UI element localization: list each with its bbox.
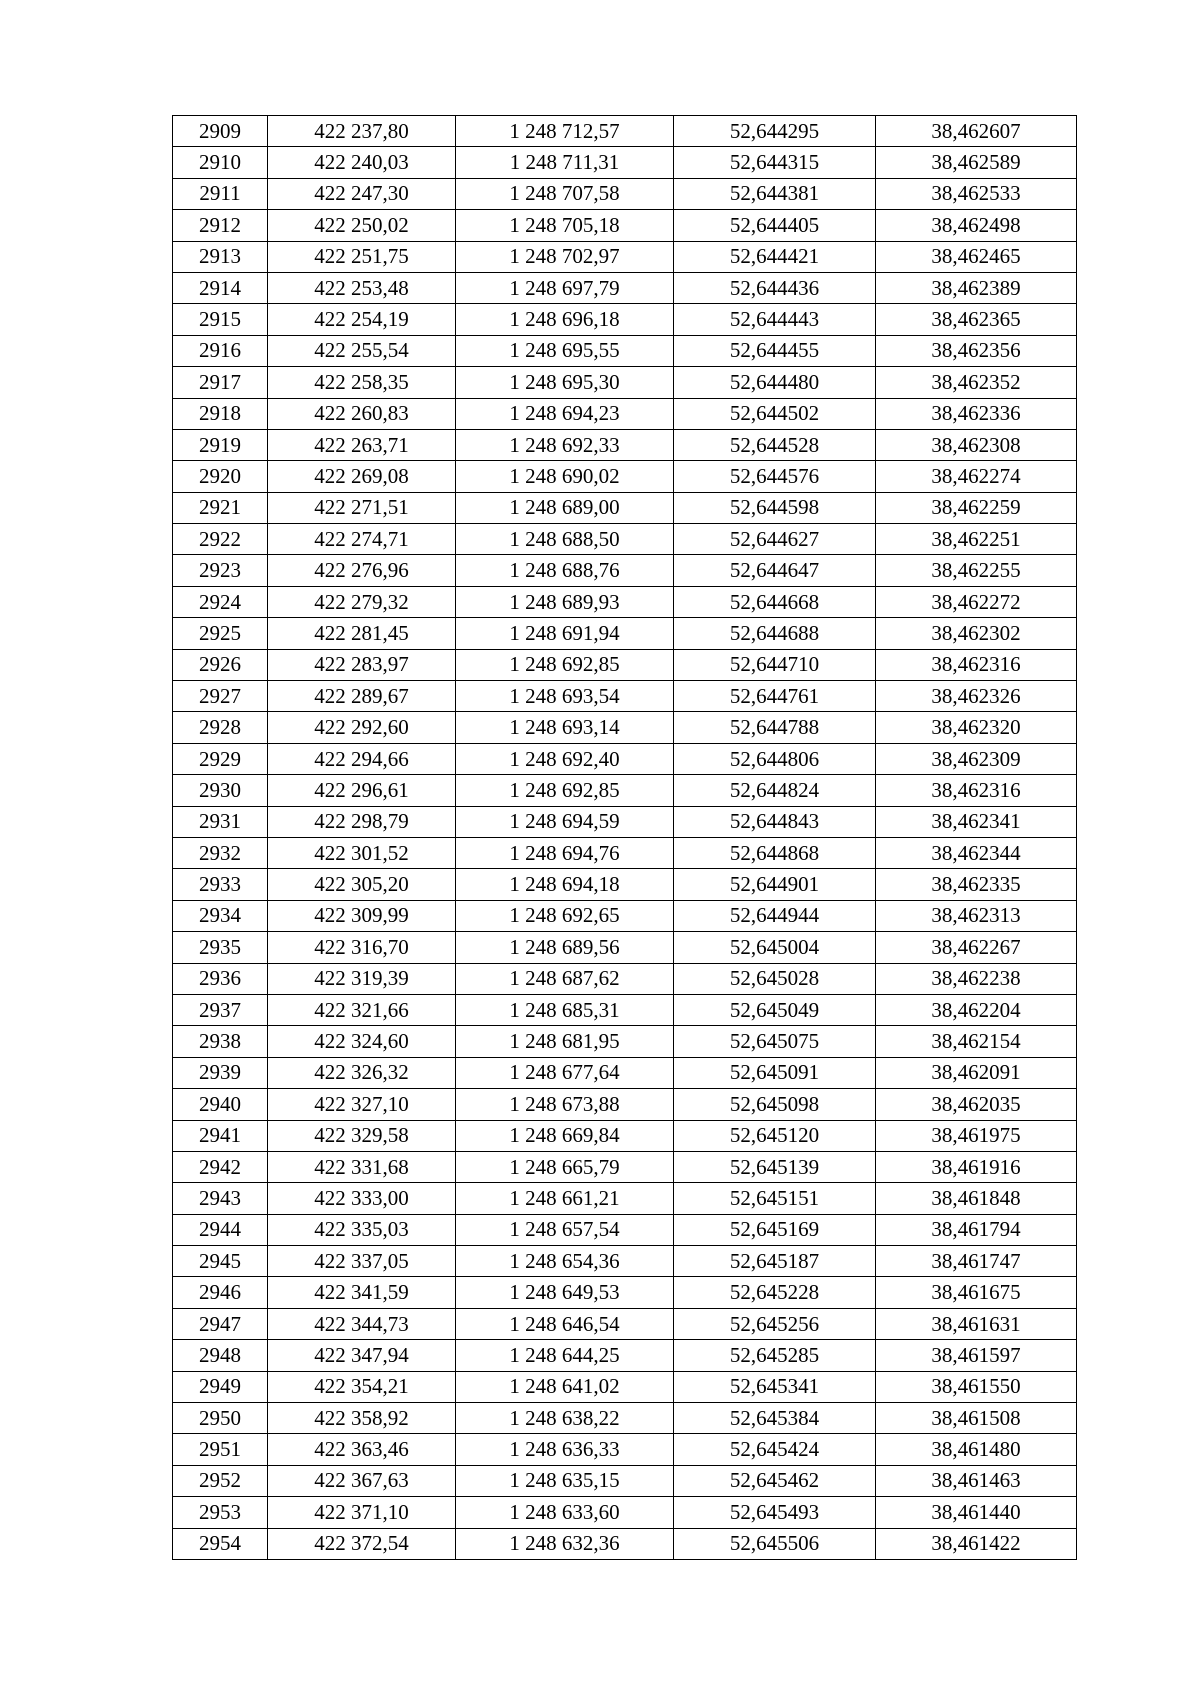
latitude-cell: 52,644710 <box>674 649 876 680</box>
table-row <box>173 367 1077 398</box>
x-coordinate-cell: 422 258,35 <box>268 367 456 398</box>
point-number-cell: 2909 <box>173 116 268 147</box>
table-row <box>173 649 1077 680</box>
x-coordinate-cell: 422 329,58 <box>268 1120 456 1151</box>
table-row <box>173 1465 1077 1496</box>
latitude-cell: 52,645091 <box>674 1057 876 1088</box>
y-coordinate-cell: 1 248 711,31 <box>456 147 674 178</box>
longitude-cell: 38,462302 <box>876 618 1077 649</box>
y-coordinate-cell: 1 248 694,76 <box>456 837 674 868</box>
x-coordinate-cell: 422 292,60 <box>268 712 456 743</box>
y-coordinate-cell: 1 248 707,58 <box>456 178 674 209</box>
x-coordinate-cell: 422 305,20 <box>268 869 456 900</box>
x-coordinate-cell: 422 250,02 <box>268 210 456 241</box>
y-coordinate-cell: 1 248 673,88 <box>456 1089 674 1120</box>
latitude-cell: 52,644295 <box>674 116 876 147</box>
latitude-cell: 52,645028 <box>674 963 876 994</box>
y-coordinate-cell: 1 248 692,85 <box>456 649 674 680</box>
longitude-cell: 38,462309 <box>876 743 1077 774</box>
table-row <box>173 304 1077 335</box>
x-coordinate-cell: 422 289,67 <box>268 681 456 712</box>
x-coordinate-cell: 422 298,79 <box>268 806 456 837</box>
y-coordinate-cell: 1 248 694,59 <box>456 806 674 837</box>
y-coordinate-cell: 1 248 657,54 <box>456 1214 674 1245</box>
point-number-cell: 2952 <box>173 1465 268 1496</box>
x-coordinate-cell: 422 301,52 <box>268 837 456 868</box>
x-coordinate-cell: 422 358,92 <box>268 1403 456 1434</box>
table-row <box>173 335 1077 366</box>
point-number-cell: 2951 <box>173 1434 268 1465</box>
table-row <box>173 429 1077 460</box>
x-coordinate-cell: 422 247,30 <box>268 178 456 209</box>
y-coordinate-cell: 1 248 635,15 <box>456 1465 674 1496</box>
latitude-cell: 52,644761 <box>674 681 876 712</box>
point-number-cell: 2949 <box>173 1371 268 1402</box>
longitude-cell: 38,461794 <box>876 1214 1077 1245</box>
longitude-cell: 38,462365 <box>876 304 1077 335</box>
latitude-cell: 52,644788 <box>674 712 876 743</box>
latitude-cell: 52,645462 <box>674 1465 876 1496</box>
x-coordinate-cell: 422 335,03 <box>268 1214 456 1245</box>
y-coordinate-cell: 1 248 697,79 <box>456 272 674 303</box>
y-coordinate-cell: 1 248 689,56 <box>456 932 674 963</box>
x-coordinate-cell: 422 319,39 <box>268 963 456 994</box>
latitude-cell: 52,644843 <box>674 806 876 837</box>
y-coordinate-cell: 1 248 644,25 <box>456 1340 674 1371</box>
x-coordinate-cell: 422 321,66 <box>268 994 456 1025</box>
x-coordinate-cell: 422 309,99 <box>268 900 456 931</box>
longitude-cell: 38,461508 <box>876 1403 1077 1434</box>
point-number-cell: 2946 <box>173 1277 268 1308</box>
longitude-cell: 38,461440 <box>876 1497 1077 1528</box>
table-row <box>173 837 1077 868</box>
longitude-cell: 38,462352 <box>876 367 1077 398</box>
latitude-cell: 52,644901 <box>674 869 876 900</box>
point-number-cell: 2945 <box>173 1246 268 1277</box>
x-coordinate-cell: 422 271,51 <box>268 492 456 523</box>
y-coordinate-cell: 1 248 690,02 <box>456 461 674 492</box>
table-row <box>173 681 1077 712</box>
table-row <box>173 1214 1077 1245</box>
point-number-cell: 2934 <box>173 900 268 931</box>
longitude-cell: 38,462465 <box>876 241 1077 272</box>
latitude-cell: 52,645424 <box>674 1434 876 1465</box>
y-coordinate-cell: 1 248 646,54 <box>456 1308 674 1339</box>
table-row <box>173 1057 1077 1088</box>
latitude-cell: 52,644405 <box>674 210 876 241</box>
x-coordinate-cell: 422 281,45 <box>268 618 456 649</box>
table-row <box>173 869 1077 900</box>
table-row <box>173 178 1077 209</box>
point-number-cell: 2935 <box>173 932 268 963</box>
point-number-cell: 2953 <box>173 1497 268 1528</box>
table-row <box>173 1403 1077 1434</box>
point-number-cell: 2950 <box>173 1403 268 1434</box>
latitude-cell: 52,645049 <box>674 994 876 1025</box>
longitude-cell: 38,462035 <box>876 1089 1077 1120</box>
longitude-cell: 38,462326 <box>876 681 1077 712</box>
y-coordinate-cell: 1 248 638,22 <box>456 1403 674 1434</box>
table-row <box>173 618 1077 649</box>
y-coordinate-cell: 1 248 695,55 <box>456 335 674 366</box>
x-coordinate-cell: 422 251,75 <box>268 241 456 272</box>
latitude-cell: 52,644502 <box>674 398 876 429</box>
x-coordinate-cell: 422 274,71 <box>268 524 456 555</box>
point-number-cell: 2923 <box>173 555 268 586</box>
longitude-cell: 38,462091 <box>876 1057 1077 1088</box>
x-coordinate-cell: 422 316,70 <box>268 932 456 963</box>
latitude-cell: 52,644315 <box>674 147 876 178</box>
y-coordinate-cell: 1 248 677,64 <box>456 1057 674 1088</box>
table-row <box>173 1340 1077 1371</box>
point-number-cell: 2927 <box>173 681 268 712</box>
longitude-cell: 38,462308 <box>876 429 1077 460</box>
table-row <box>173 1434 1077 1465</box>
longitude-cell: 38,461848 <box>876 1183 1077 1214</box>
table-row <box>173 1277 1077 1308</box>
latitude-cell: 52,645075 <box>674 1026 876 1057</box>
longitude-cell: 38,462533 <box>876 178 1077 209</box>
y-coordinate-cell: 1 248 696,18 <box>456 304 674 335</box>
latitude-cell: 52,645285 <box>674 1340 876 1371</box>
y-coordinate-cell: 1 248 665,79 <box>456 1151 674 1182</box>
x-coordinate-cell: 422 363,46 <box>268 1434 456 1465</box>
table-row <box>173 1183 1077 1214</box>
longitude-cell: 38,462336 <box>876 398 1077 429</box>
longitude-cell: 38,462389 <box>876 272 1077 303</box>
x-coordinate-cell: 422 327,10 <box>268 1089 456 1120</box>
point-number-cell: 2913 <box>173 241 268 272</box>
longitude-cell: 38,461463 <box>876 1465 1077 1496</box>
point-number-cell: 2944 <box>173 1214 268 1245</box>
y-coordinate-cell: 1 248 636,33 <box>456 1434 674 1465</box>
y-coordinate-cell: 1 248 689,00 <box>456 492 674 523</box>
point-number-cell: 2937 <box>173 994 268 1025</box>
longitude-cell: 38,462607 <box>876 116 1077 147</box>
latitude-cell: 52,645256 <box>674 1308 876 1339</box>
latitude-cell: 52,645228 <box>674 1277 876 1308</box>
x-coordinate-cell: 422 296,61 <box>268 775 456 806</box>
y-coordinate-cell: 1 248 661,21 <box>456 1183 674 1214</box>
y-coordinate-cell: 1 248 692,33 <box>456 429 674 460</box>
point-number-cell: 2942 <box>173 1151 268 1182</box>
y-coordinate-cell: 1 248 632,36 <box>456 1528 674 1559</box>
table-row <box>173 586 1077 617</box>
y-coordinate-cell: 1 248 692,85 <box>456 775 674 806</box>
y-coordinate-cell: 1 248 688,50 <box>456 524 674 555</box>
table-row <box>173 1246 1077 1277</box>
longitude-cell: 38,462238 <box>876 963 1077 994</box>
point-number-cell: 2910 <box>173 147 268 178</box>
longitude-cell: 38,462267 <box>876 932 1077 963</box>
longitude-cell: 38,462498 <box>876 210 1077 241</box>
y-coordinate-cell: 1 248 705,18 <box>456 210 674 241</box>
table-row <box>173 743 1077 774</box>
y-coordinate-cell: 1 248 689,93 <box>456 586 674 617</box>
point-number-cell: 2915 <box>173 304 268 335</box>
longitude-cell: 38,461422 <box>876 1528 1077 1559</box>
point-number-cell: 2914 <box>173 272 268 303</box>
x-coordinate-cell: 422 237,80 <box>268 116 456 147</box>
latitude-cell: 52,645139 <box>674 1151 876 1182</box>
latitude-cell: 52,645341 <box>674 1371 876 1402</box>
point-number-cell: 2947 <box>173 1308 268 1339</box>
latitude-cell: 52,645004 <box>674 932 876 963</box>
latitude-cell: 52,644528 <box>674 429 876 460</box>
y-coordinate-cell: 1 248 693,54 <box>456 681 674 712</box>
latitude-cell: 52,644421 <box>674 241 876 272</box>
latitude-cell: 52,645120 <box>674 1120 876 1151</box>
longitude-cell: 38,462154 <box>876 1026 1077 1057</box>
x-coordinate-cell: 422 354,21 <box>268 1371 456 1402</box>
point-number-cell: 2943 <box>173 1183 268 1214</box>
x-coordinate-cell: 422 255,54 <box>268 335 456 366</box>
y-coordinate-cell: 1 248 692,40 <box>456 743 674 774</box>
table-row <box>173 272 1077 303</box>
point-number-cell: 2954 <box>173 1528 268 1559</box>
latitude-cell: 52,644647 <box>674 555 876 586</box>
x-coordinate-cell: 422 333,00 <box>268 1183 456 1214</box>
latitude-cell: 52,644824 <box>674 775 876 806</box>
point-number-cell: 2920 <box>173 461 268 492</box>
x-coordinate-cell: 422 240,03 <box>268 147 456 178</box>
point-number-cell: 2936 <box>173 963 268 994</box>
table-row <box>173 1151 1077 1182</box>
table-row <box>173 1497 1077 1528</box>
x-coordinate-cell: 422 254,19 <box>268 304 456 335</box>
latitude-cell: 52,644668 <box>674 586 876 617</box>
longitude-cell: 38,462251 <box>876 524 1077 555</box>
point-number-cell: 2924 <box>173 586 268 617</box>
x-coordinate-cell: 422 294,66 <box>268 743 456 774</box>
latitude-cell: 52,644443 <box>674 304 876 335</box>
point-number-cell: 2922 <box>173 524 268 555</box>
latitude-cell: 52,644944 <box>674 900 876 931</box>
point-number-cell: 2921 <box>173 492 268 523</box>
longitude-cell: 38,461916 <box>876 1151 1077 1182</box>
table-row <box>173 994 1077 1025</box>
table-row <box>173 712 1077 743</box>
table-row <box>173 900 1077 931</box>
point-number-cell: 2918 <box>173 398 268 429</box>
x-coordinate-cell: 422 263,71 <box>268 429 456 460</box>
y-coordinate-cell: 1 248 681,95 <box>456 1026 674 1057</box>
point-number-cell: 2929 <box>173 743 268 774</box>
y-coordinate-cell: 1 248 669,84 <box>456 1120 674 1151</box>
y-coordinate-cell: 1 248 692,65 <box>456 900 674 931</box>
table-row <box>173 1371 1077 1402</box>
y-coordinate-cell: 1 248 694,18 <box>456 869 674 900</box>
point-number-cell: 2931 <box>173 806 268 837</box>
point-number-cell: 2932 <box>173 837 268 868</box>
latitude-cell: 52,644868 <box>674 837 876 868</box>
longitude-cell: 38,462272 <box>876 586 1077 617</box>
longitude-cell: 38,462274 <box>876 461 1077 492</box>
x-coordinate-cell: 422 269,08 <box>268 461 456 492</box>
longitude-cell: 38,462344 <box>876 837 1077 868</box>
longitude-cell: 38,462204 <box>876 994 1077 1025</box>
longitude-cell: 38,462356 <box>876 335 1077 366</box>
point-number-cell: 2941 <box>173 1120 268 1151</box>
y-coordinate-cell: 1 248 641,02 <box>456 1371 674 1402</box>
latitude-cell: 52,644455 <box>674 335 876 366</box>
y-coordinate-cell: 1 248 687,62 <box>456 963 674 994</box>
latitude-cell: 52,645506 <box>674 1528 876 1559</box>
longitude-cell: 38,462320 <box>876 712 1077 743</box>
latitude-cell: 52,644688 <box>674 618 876 649</box>
x-coordinate-cell: 422 372,54 <box>268 1528 456 1559</box>
x-coordinate-cell: 422 367,63 <box>268 1465 456 1496</box>
x-coordinate-cell: 422 283,97 <box>268 649 456 680</box>
longitude-cell: 38,462316 <box>876 775 1077 806</box>
x-coordinate-cell: 422 331,68 <box>268 1151 456 1182</box>
table-row <box>173 1089 1077 1120</box>
y-coordinate-cell: 1 248 702,97 <box>456 241 674 272</box>
y-coordinate-cell: 1 248 712,57 <box>456 116 674 147</box>
longitude-cell: 38,462589 <box>876 147 1077 178</box>
table-row <box>173 1120 1077 1151</box>
table-row <box>173 775 1077 806</box>
longitude-cell: 38,461480 <box>876 1434 1077 1465</box>
x-coordinate-cell: 422 260,83 <box>268 398 456 429</box>
point-number-cell: 2930 <box>173 775 268 806</box>
x-coordinate-cell: 422 276,96 <box>268 555 456 586</box>
latitude-cell: 52,645384 <box>674 1403 876 1434</box>
table-row <box>173 116 1077 147</box>
table-row <box>173 210 1077 241</box>
point-number-cell: 2917 <box>173 367 268 398</box>
table-row <box>173 1308 1077 1339</box>
latitude-cell: 52,644627 <box>674 524 876 555</box>
x-coordinate-cell: 422 253,48 <box>268 272 456 303</box>
point-number-cell: 2938 <box>173 1026 268 1057</box>
longitude-cell: 38,462341 <box>876 806 1077 837</box>
longitude-cell: 38,461597 <box>876 1340 1077 1371</box>
table-row <box>173 461 1077 492</box>
x-coordinate-cell: 422 371,10 <box>268 1497 456 1528</box>
y-coordinate-cell: 1 248 688,76 <box>456 555 674 586</box>
longitude-cell: 38,461747 <box>876 1246 1077 1277</box>
latitude-cell: 52,645169 <box>674 1214 876 1245</box>
table-row <box>173 1026 1077 1057</box>
x-coordinate-cell: 422 344,73 <box>268 1308 456 1339</box>
table-row <box>173 806 1077 837</box>
longitude-cell: 38,462255 <box>876 555 1077 586</box>
latitude-cell: 52,644381 <box>674 178 876 209</box>
x-coordinate-cell: 422 279,32 <box>268 586 456 617</box>
longitude-cell: 38,462313 <box>876 900 1077 931</box>
longitude-cell: 38,462316 <box>876 649 1077 680</box>
y-coordinate-cell: 1 248 695,30 <box>456 367 674 398</box>
point-number-cell: 2948 <box>173 1340 268 1371</box>
point-number-cell: 2911 <box>173 178 268 209</box>
table-row <box>173 398 1077 429</box>
longitude-cell: 38,461975 <box>876 1120 1077 1151</box>
latitude-cell: 52,644480 <box>674 367 876 398</box>
latitude-cell: 52,645187 <box>674 1246 876 1277</box>
point-number-cell: 2939 <box>173 1057 268 1088</box>
coordinates-table-body <box>173 116 1077 1560</box>
y-coordinate-cell: 1 248 693,14 <box>456 712 674 743</box>
x-coordinate-cell: 422 341,59 <box>268 1277 456 1308</box>
latitude-cell: 52,644806 <box>674 743 876 774</box>
latitude-cell: 52,645098 <box>674 1089 876 1120</box>
longitude-cell: 38,462335 <box>876 869 1077 900</box>
latitude-cell: 52,644576 <box>674 461 876 492</box>
point-number-cell: 2916 <box>173 335 268 366</box>
table-row <box>173 963 1077 994</box>
longitude-cell: 38,461675 <box>876 1277 1077 1308</box>
point-number-cell: 2926 <box>173 649 268 680</box>
latitude-cell: 52,644436 <box>674 272 876 303</box>
point-number-cell: 2940 <box>173 1089 268 1120</box>
y-coordinate-cell: 1 248 649,53 <box>456 1277 674 1308</box>
point-number-cell: 2925 <box>173 618 268 649</box>
table-row <box>173 147 1077 178</box>
longitude-cell: 38,462259 <box>876 492 1077 523</box>
table-row <box>173 1528 1077 1559</box>
y-coordinate-cell: 1 248 694,23 <box>456 398 674 429</box>
x-coordinate-cell: 422 337,05 <box>268 1246 456 1277</box>
x-coordinate-cell: 422 347,94 <box>268 1340 456 1371</box>
longitude-cell: 38,461631 <box>876 1308 1077 1339</box>
table-row <box>173 492 1077 523</box>
y-coordinate-cell: 1 248 654,36 <box>456 1246 674 1277</box>
point-number-cell: 2928 <box>173 712 268 743</box>
table-row <box>173 555 1077 586</box>
point-number-cell: 2912 <box>173 210 268 241</box>
latitude-cell: 52,645151 <box>674 1183 876 1214</box>
x-coordinate-cell: 422 326,32 <box>268 1057 456 1088</box>
table-row <box>173 524 1077 555</box>
y-coordinate-cell: 1 248 633,60 <box>456 1497 674 1528</box>
table-row <box>173 241 1077 272</box>
longitude-cell: 38,461550 <box>876 1371 1077 1402</box>
latitude-cell: 52,644598 <box>674 492 876 523</box>
x-coordinate-cell: 422 324,60 <box>268 1026 456 1057</box>
coordinates-table <box>172 115 1077 1560</box>
latitude-cell: 52,645493 <box>674 1497 876 1528</box>
y-coordinate-cell: 1 248 691,94 <box>456 618 674 649</box>
point-number-cell: 2933 <box>173 869 268 900</box>
y-coordinate-cell: 1 248 685,31 <box>456 994 674 1025</box>
table-row <box>173 932 1077 963</box>
point-number-cell: 2919 <box>173 429 268 460</box>
